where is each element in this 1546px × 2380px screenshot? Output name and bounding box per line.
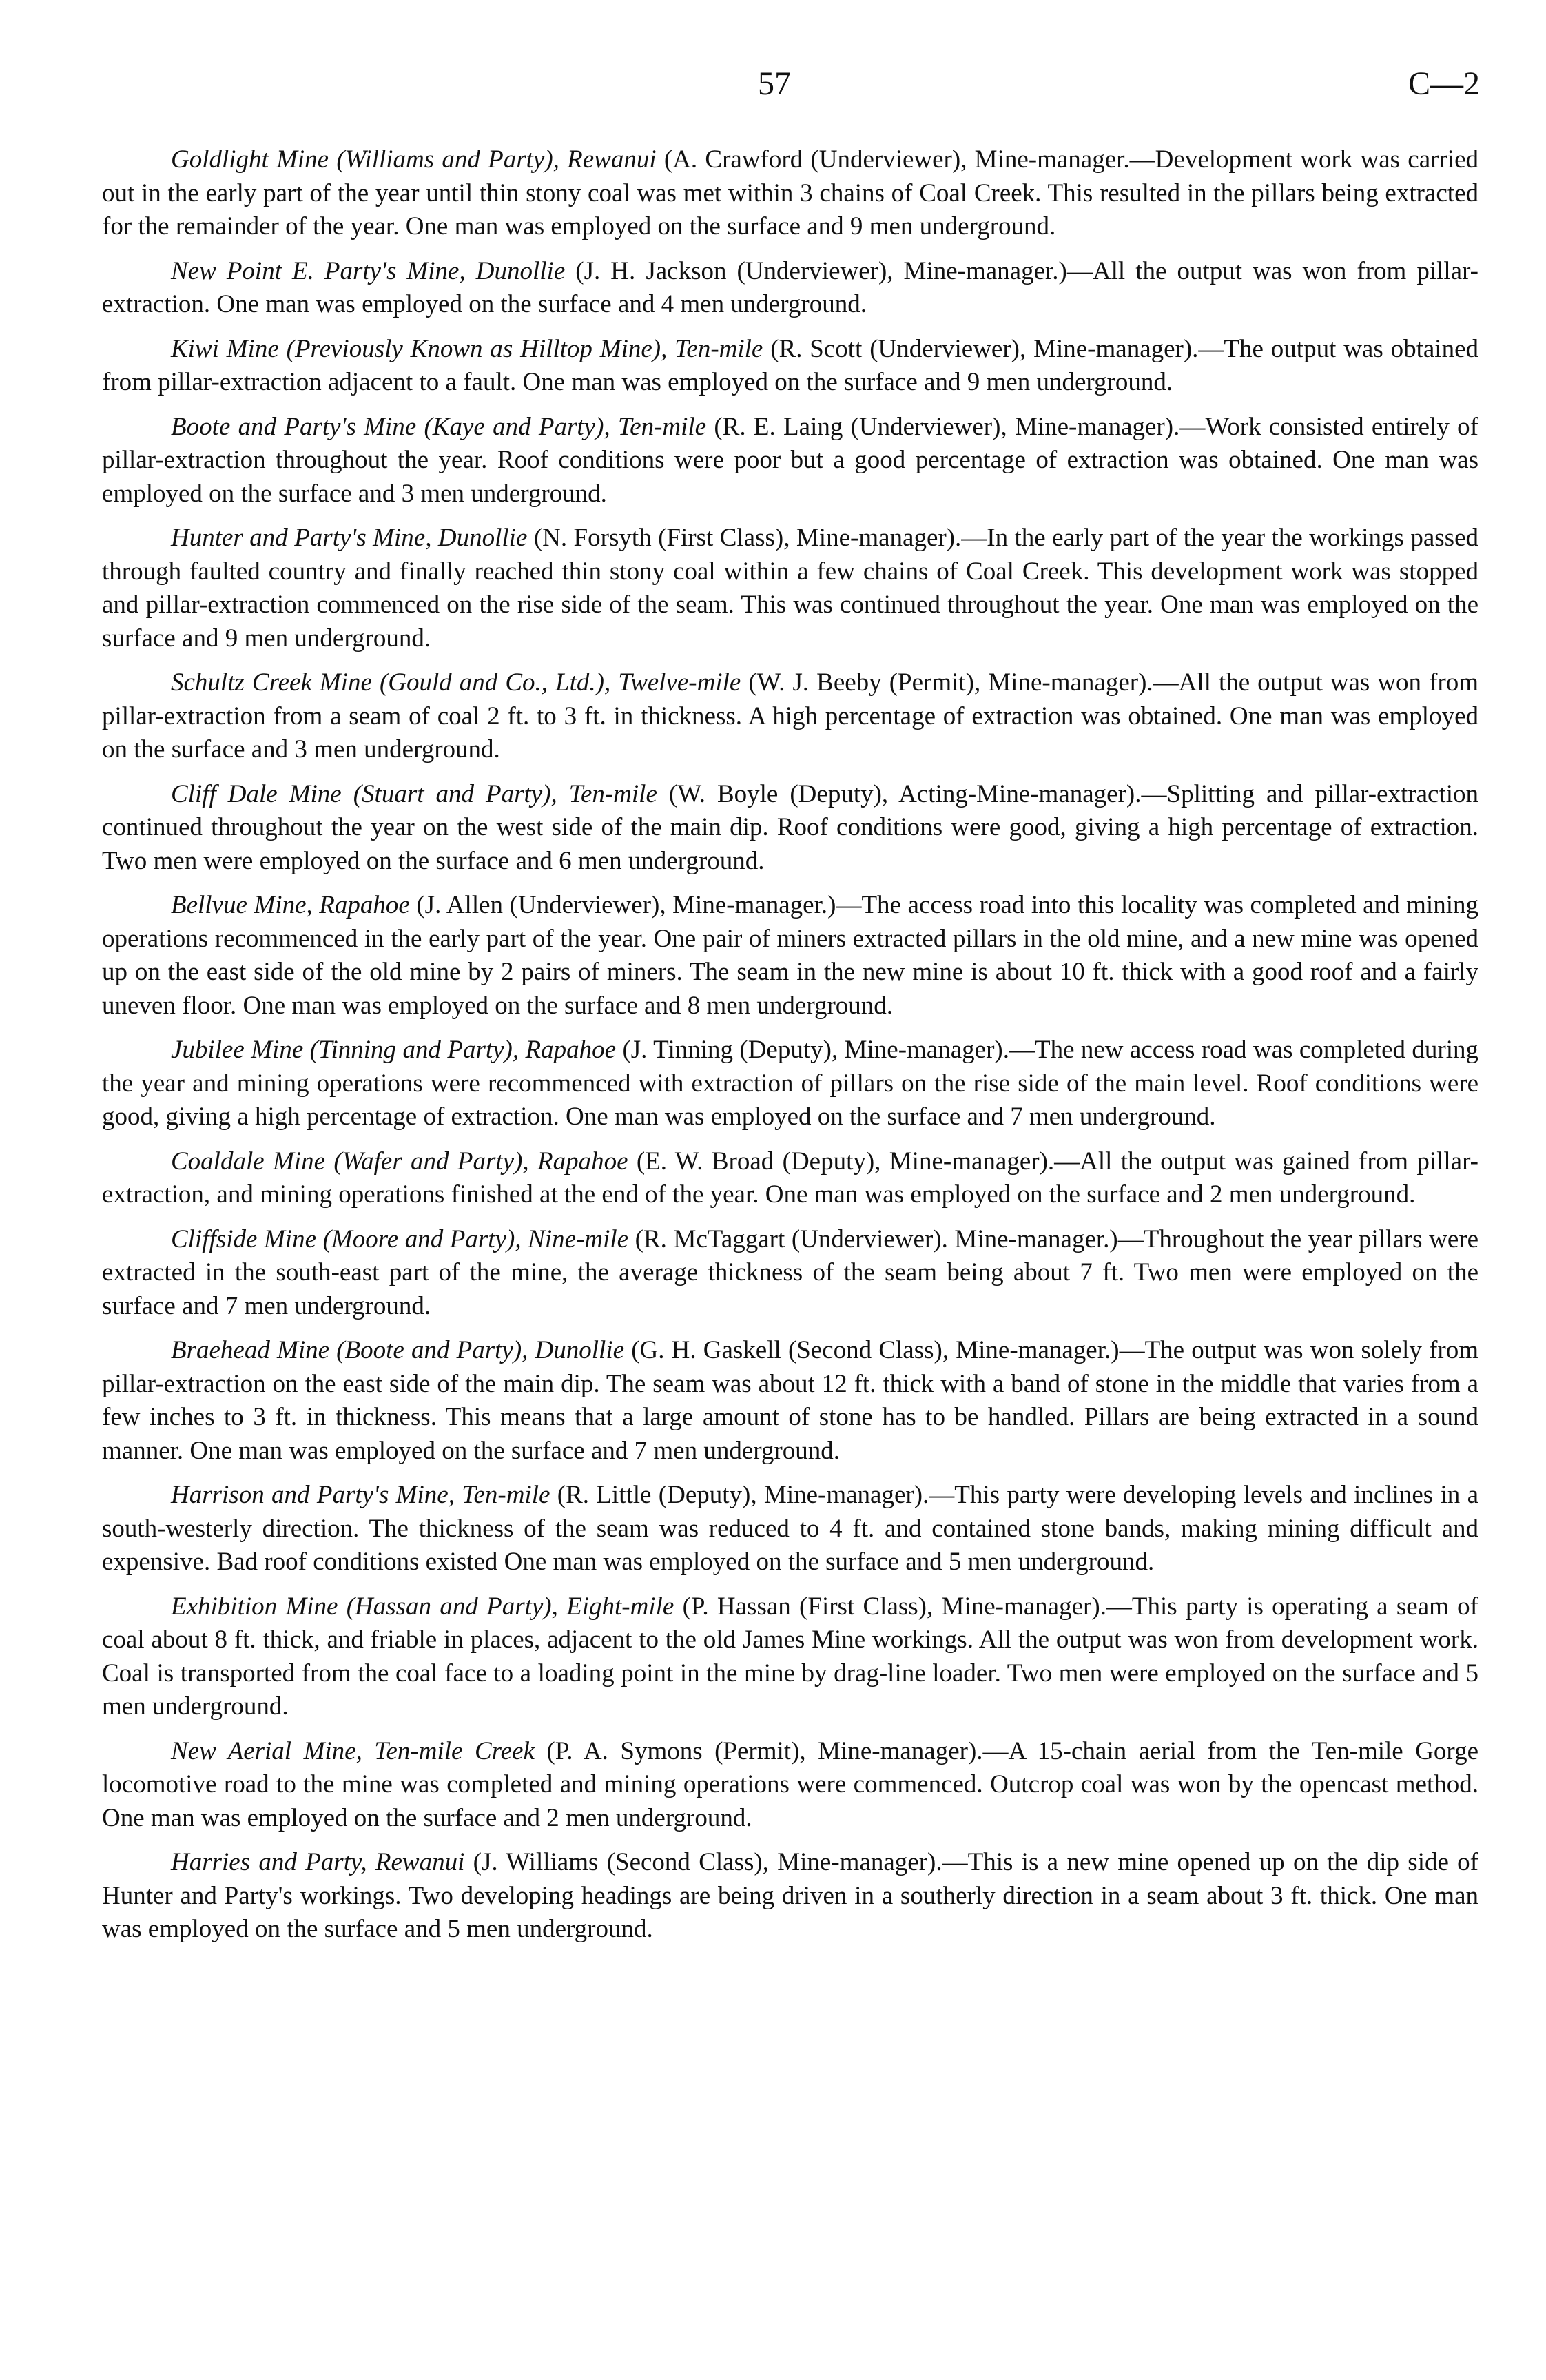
- mine-title: Harries and Party, Rewanui: [171, 1848, 465, 1876]
- report-body: [102, 143, 1478, 1958]
- mine-entry: [102, 666, 1478, 767]
- mine-description: (R. E. Laing (Underviewer), Mine-manager).—Work consisted entirely of pillar-extraction throughout the year. Roof conditions were poor but a good percentage of extraction was obtained. One man was employed on the surface and 3 men underground.: [102, 412, 1478, 508]
- mine-title: Cliff Dale Mine (Stuart and Party), Ten-mile: [171, 779, 657, 808]
- mine-title: Cliffside Mine (Moore and Party), Nine-mile: [171, 1224, 629, 1253]
- mine-entry: [102, 255, 1478, 322]
- mine-description: (R. McTaggart (Underviewer). Mine-manager.)—Throughout the year pillars were extracted in the south-east part of the mine, the average thickness of the seam being about 7 ft. Two men were employed on the surface and 7 men underground.: [102, 1224, 1478, 1320]
- mine-description: (W. J. Beeby (Permit), Mine-manager).—All the output was won from pillar-extraction from a seam of coal 2 ft. to 3 ft. in thickness. A high percentage of extraction was obtained. One man was employed on the surface and 3 men underground.: [102, 668, 1478, 763]
- mine-title: Coaldale Mine (Wafer and Party), Rapahoe: [171, 1147, 628, 1176]
- mine-title: New Aerial Mine, Ten-mile Creek: [171, 1736, 535, 1765]
- mine-title: Kiwi Mine (Previously Known as Hilltop Mine), Ten-mile: [171, 334, 763, 363]
- mine-title: Braehead Mine (Boote and Party), Dunollie: [171, 1336, 625, 1364]
- mine-description: (R. Scott (Underviewer), Mine-manager).—The output was obtained from pillar-extraction adjacent to a fault. One man was employed on the surface and 9 men underground.: [102, 334, 1478, 396]
- mine-description: (P. A. Symons (Permit), Mine-manager).—A 15-chain aerial from the Ten-mile Gorge locomotive road to the mine was completed and mining operations were commenced. Outcrop coal was won by the opencast method. One man was employed on the surface and 2 men underground.: [102, 1736, 1478, 1832]
- mine-entry: [102, 1735, 1478, 1836]
- mine-entry: [102, 522, 1478, 655]
- mine-title: Harrison and Party's Mine, Ten-mile: [171, 1481, 550, 1509]
- mine-title: Goldlight Mine (Williams and Party), Rewanui: [171, 145, 657, 174]
- mine-entry: [102, 1223, 1478, 1324]
- mine-description: (J. Williams (Second Class), Mine-manager).—This is a new mine opened up on the dip side of Hunter and Party's workings. Two developing headings are being driven in a southerly direction in a seam about 3 ft. thick. One man was employed on the surface and 5 men underground.: [102, 1848, 1479, 1943]
- mine-title: Bellvue Mine, Rapahoe: [171, 891, 410, 919]
- mine-entry: [102, 1590, 1478, 1724]
- page-number: 57: [758, 65, 791, 102]
- page-reference: C—2: [1408, 65, 1480, 102]
- mine-description: (R. Little (Deputy), Mine-manager).—This party were developing levels and inclines in a south-westerly direction. The thickness of the seam was reduced to 4 ft. and contained stone bands, making mining difficult and expensive. Bad roof conditions existed One man was employed on the surface and 5 men underground.: [102, 1481, 1478, 1576]
- mine-entry: [102, 1034, 1478, 1134]
- mine-entry: [102, 1145, 1478, 1212]
- mine-title: Exhibition Mine (Hassan and Party), Eight-mile: [171, 1592, 674, 1621]
- mine-title: Hunter and Party's Mine, Dunollie: [171, 524, 528, 552]
- mine-entry: [102, 411, 1478, 511]
- mine-description: (E. W. Broad (Deputy), Mine-manager).—All the output was gained from pillar-extraction, and mining operations finished at the end of the year. One man was employed on the surface and 2 men underground.: [102, 1147, 1478, 1209]
- mine-entry: [102, 143, 1478, 244]
- mine-description: (N. Forsyth (First Class), Mine-manager).—In the early part of the year the workings passed through faulted country and finally reached thin stony coal within a few chains of Coal Creek. This development work was stopped and pillar-extraction commenced on the rise side of the seam. This was continued throughout the year. One man was employed on the surface and 9 men underground.: [102, 524, 1478, 653]
- mine-description: (G. H. Gaskell (Second Class), Mine-manager.)—The output was won solely from pillar-extraction on the east side of the main dip. The seam was about 12 ft. thick with a band of stone in the middle that varies from a few inches to 3 ft. in thickness. This means that a large amount of stone has to be handled. Pillars are being extracted in a sound manner. One man was employed on the surface and 7 men underground.: [102, 1336, 1478, 1465]
- page-header: [0, 63, 1546, 112]
- mine-entry: [102, 1479, 1478, 1579]
- mine-entry: [102, 333, 1478, 400]
- mine-description: (W. Boyle (Deputy), Acting-Mine-manager).—Splitting and pillar-extraction continued throughout the year on the west side of the main dip. Roof conditions were good, giving a high percentage of extraction. Two men were employed on the surface and 6 men underground.: [102, 779, 1478, 875]
- mine-description: (J. Allen (Underviewer), Mine-manager.)—The access road into this locality was completed and mining operations recommenced in the early part of the year. One pair of miners extracted pillars in the old mine, and a new mine was opened up on the east side of the old mine by 2 pairs of miners. The seam in the new mine is about 10 ft. thick with a good roof and a fairly uneven floor. One man was employed on the surface and 8 men underground.: [102, 891, 1478, 1020]
- mine-title: New Point E. Party's Mine, Dunollie: [171, 256, 566, 285]
- mine-entry: [102, 1334, 1478, 1468]
- mine-entry: [102, 1846, 1478, 1947]
- mine-entry: [102, 889, 1478, 1023]
- mine-description: (J. Tinning (Deputy), Mine-manager).—The new access road was completed during the year and mining operations were recommenced with extraction of pillars on the rise side of the main level. Roof conditions were good, giving a high percentage of extraction. One man was employed on the surface and 7 men underground.: [102, 1036, 1478, 1131]
- mine-title: Schultz Creek Mine (Gould and Co., Ltd.), Twelve-mile: [171, 668, 741, 697]
- mine-entry: [102, 778, 1478, 879]
- mine-description: (J. H. Jackson (Underviewer), Mine-manager.)—All the output was won from pillar-extraction. One man was employed on the surface and 4 men underground.: [102, 256, 1478, 318]
- mine-description: (A. Crawford (Underviewer), Mine-manager.—Development work was carried out in the early part of the year until thin stony coal was met within 3 chains of Coal Creek. This resulted in the pillars being extracted for the remainder of the year. One man was employed on the surface and 9 men underground.: [102, 145, 1478, 240]
- mine-title: Jubilee Mine (Tinning and Party), Rapahoe: [171, 1036, 617, 1064]
- mine-description: (P. Hassan (First Class), Mine-manager).—This party is operating a seam of coal about 8 ft. thick, and friable in places, adjacent to the old James Mine workings. All the output was won from development work. Coal is transported from the coal face to a loading point in the mine by drag-line loader. Two men were employed on the surface and 5 men underground.: [102, 1592, 1478, 1721]
- mine-title: Boote and Party's Mine (Kaye and Party), Ten-mile: [171, 412, 707, 441]
